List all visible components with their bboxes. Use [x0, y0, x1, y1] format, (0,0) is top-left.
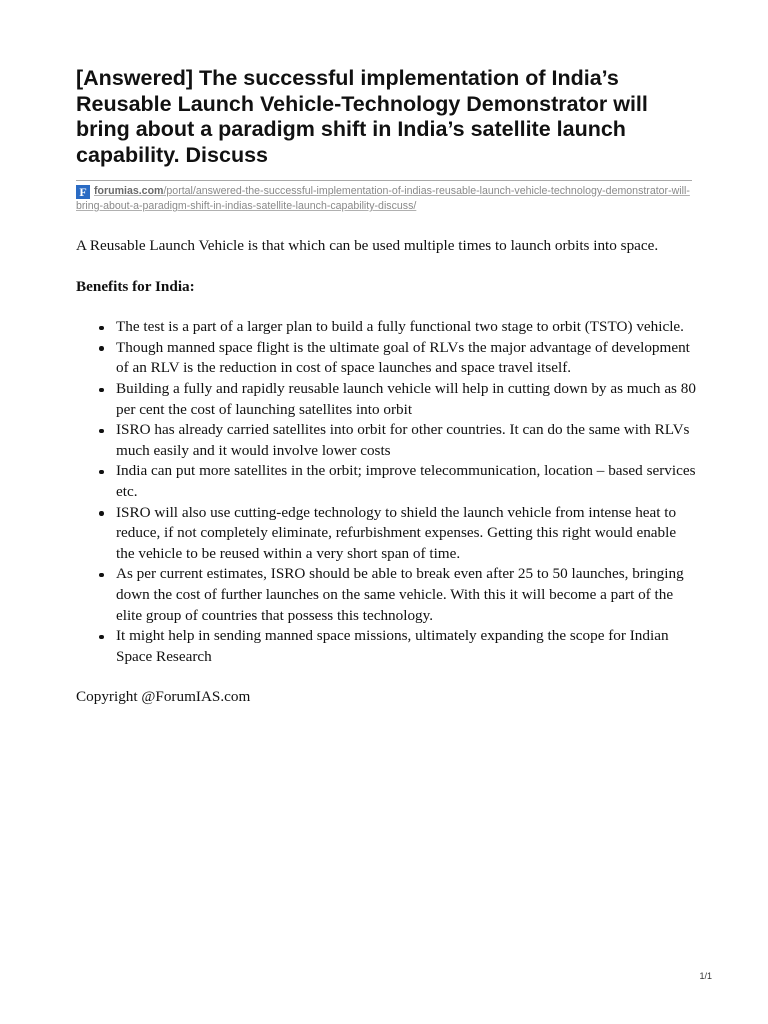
list-item-text: ISRO has already carried satellites into orbit for other countries. It can do the same with RLVs much easily and it would involve lower costs	[116, 421, 690, 459]
source-path[interactable]: /portal/answered-the-successful-implementation-of-indias-reusable-launch-vehicle-technology-demonstrator-will-bring-about-a-paradigm-shift-in-indias-satellite-launch-capability-discuss/	[76, 185, 690, 212]
list-item	[76, 338, 696, 379]
article-title: [Answered] The successful implementation of India’s Reusable Launch Vehicle-Technology Demonstrator will bring about a paradigm shift in India’s satellite launch capability. Discuss	[76, 66, 648, 167]
list-item	[76, 379, 696, 420]
source-domain[interactable]: forumias.com	[94, 185, 164, 197]
list-item-text: As per current estimates, ISRO should be able to break even after 25 to 50 launches, bringing down the cost of further launches on the same vehicle. With this it will become a part of the elite group of countries that possess this technology.	[116, 565, 684, 624]
forumias-logo-icon: F	[76, 185, 90, 199]
article-body	[76, 236, 696, 708]
bullet-icon	[99, 511, 104, 516]
bullet-icon	[99, 346, 104, 351]
list-item-text: It might help in sending manned space missions, ultimately expanding the scope for Indian Space Research	[116, 627, 669, 665]
intro-paragraph: A Reusable Launch Vehicle is that which can be used multiple times to launch orbits into space.	[76, 237, 659, 254]
source-link[interactable]	[76, 184, 692, 214]
list-item	[76, 503, 696, 565]
list-item-text: The test is a part of a larger plan to build a fully functional two stage to orbit (TSTO) vehicle.	[116, 318, 684, 336]
list-item-text: Though manned space flight is the ultimate goal of RLVs the major advantage of development of an RLV is the reduction in cost of space launches and space travel itself.	[116, 338, 690, 377]
list-item	[76, 626, 696, 667]
page-number: 1/1	[699, 971, 712, 981]
copyright-notice: Copyright @ForumIAS.com	[76, 688, 251, 706]
bullet-icon	[99, 388, 104, 393]
list-item	[76, 317, 696, 338]
list-item-text: Building a fully and rapidly reusable launch vehicle will help in cutting down by as much as 80 per cent the cost of launching satellites into orbit	[116, 379, 696, 418]
list-item-text: India can put more satellites in the orbit; improve telecommunication, location – based services etc.	[116, 462, 696, 500]
benefits-heading: Benefits for India:	[76, 277, 195, 295]
bullet-icon	[99, 326, 104, 331]
list-item	[76, 420, 696, 461]
title-divider	[76, 180, 692, 181]
bullet-icon	[99, 470, 104, 475]
bullet-icon	[99, 573, 104, 578]
benefits-list	[76, 317, 696, 667]
bullet-icon	[99, 429, 104, 434]
bullet-icon	[99, 635, 104, 640]
list-item-text: ISRO will also use cutting-edge technology to shield the launch vehicle from intense heat to reduce, if not completely eliminate, refurbishment expenses. Getting this right would enable the vehicle to be reused within a very short span of time.	[116, 503, 677, 562]
list-item	[76, 461, 696, 502]
list-item	[76, 564, 696, 626]
